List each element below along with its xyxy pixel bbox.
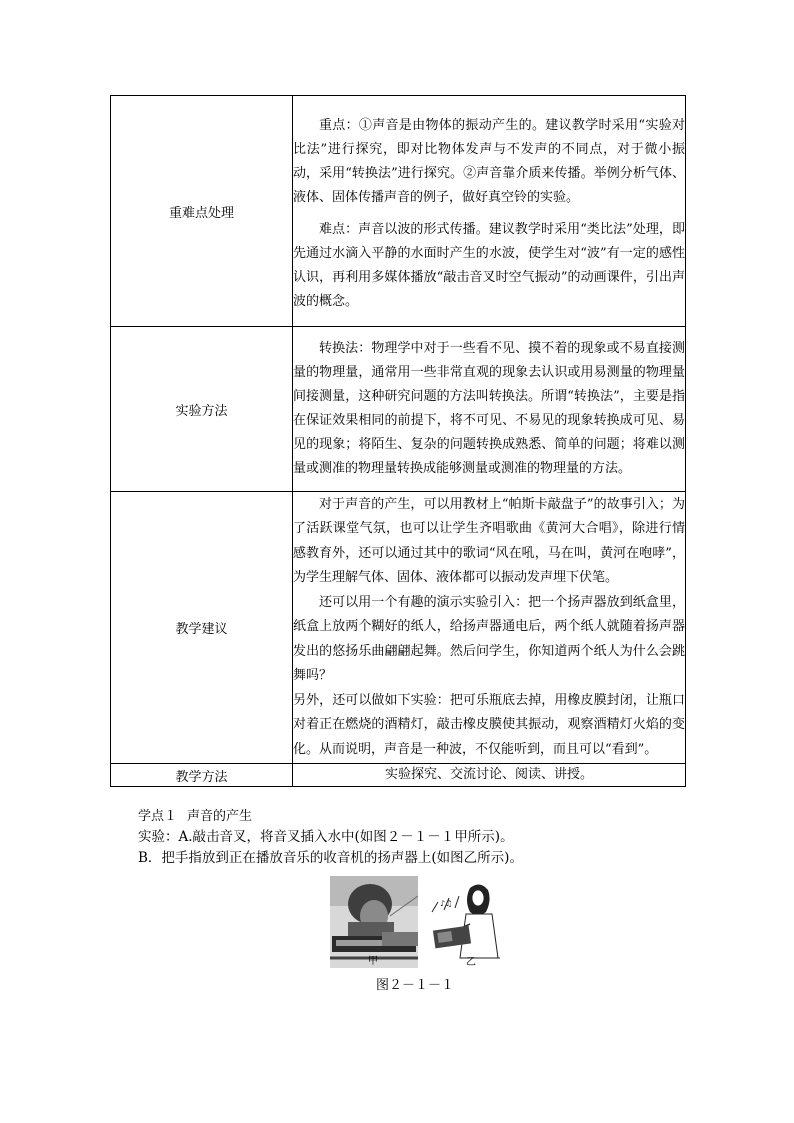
table-row	[111, 764, 686, 787]
figure-label-yi: 乙	[466, 957, 476, 968]
paragraph: 难点：声音以波的形式传播。建议教学时采用“类比法”处理，即先通过水滴入平静的水面时产生的水波，使学生对“波”有一定的感性认识，再利用多媒体播放“敲击音叉时空气振动”的动画课件，引出声波的概念。	[293, 222, 685, 309]
svg-text:♪♫: ♪♫	[440, 899, 453, 908]
row-content	[293, 327, 686, 492]
row-label: 教学建议	[111, 492, 293, 764]
section-title: 声音的产生	[187, 809, 253, 824]
row-content	[293, 96, 686, 327]
experiment-line-b: B．把手指放到正在播放音乐的收音机的扬声器上(如图乙所示)。	[138, 850, 523, 866]
figure-left-photo	[330, 876, 418, 968]
row-value: 实验探究、交流讨论、阅读、讲授。	[293, 764, 686, 787]
table-row	[111, 327, 686, 492]
row-label: 教学方法	[111, 764, 293, 787]
section-number: 学点１	[138, 809, 178, 824]
paragraph: 转换法：物理学中对于一些看不见、摸不着的现象或不易直接测量的物理量，通常用一些非常直观的现象去认识或用易测量的物理量间接测量，这种研究问题的方法叫转换法。所谓“转换法”，主要是指在保证效果相同的前提下，将不可见、不易见的现象转换成可见、易见的现象；将陌生、复杂的问题转换成熟悉、简单的问题；将难以测量或测准的物理量转换成能够测量或测准的物理量的方法。	[293, 341, 685, 476]
paragraph: 重点：①声音是由物体的振动产生的。建议教学时采用“实验对比法”进行探究，即对比物体发声与不发声的不同点，对于微小振动，采用“转换法”进行探究。②声音靠介质来传播。举例分析气体、液体、固体传播声音的例子，做好真空铃的实验。	[293, 118, 685, 205]
row-label: 重难点处理	[111, 96, 293, 327]
section-block	[138, 806, 698, 869]
figure-label-jia: 甲	[368, 956, 378, 967]
figure-right-drawing	[418, 876, 500, 968]
experiment-line-a: 实验：A.敲击音叉，将音叉插入水中(如图２－１－１甲所示)。	[138, 829, 514, 845]
paragraph: 另外，还可以做如下实验：把可乐瓶底去掉，用橡皮膜封闭，让瓶口对着正在燃烧的酒精灯，敲击橡皮膜使其振动，观察酒精灯火焰的变化。从而说明，声音是一种波，不仅能听到，而且可以“看到”。	[293, 692, 685, 757]
section-heading	[138, 806, 698, 827]
row-label: 实验方法	[111, 327, 293, 492]
paragraph: 对于声音的产生，可以用教材上“帕斯卡敲盘子”的故事引入；为了活跃课堂气氛，也可以让学生齐唱歌曲《黄河大合唱》，除进行情感教育外，还可以通过其中的歌词“风在吼，马在叫，黄河在咆哮”，为学生理解气体、固体、液体都可以振动发声埋下伏笔。	[293, 496, 685, 586]
experiment-figure	[330, 876, 500, 968]
table-row	[111, 492, 686, 764]
figure-caption: 图２－１－１	[375, 978, 454, 993]
row-content	[293, 492, 686, 764]
table-row	[111, 96, 686, 327]
paragraph: 还可以用一个有趣的演示实验引入：把一个扬声器放到纸盒里，纸盒上放两个糊好的纸人，给扬声器通电后，两个纸人就随着扬声器发出的悠扬乐曲翩翩起舞。然后问学生，你知道两个纸人为什么会跳舞吗？	[293, 594, 685, 684]
lesson-plan-table	[110, 95, 686, 787]
